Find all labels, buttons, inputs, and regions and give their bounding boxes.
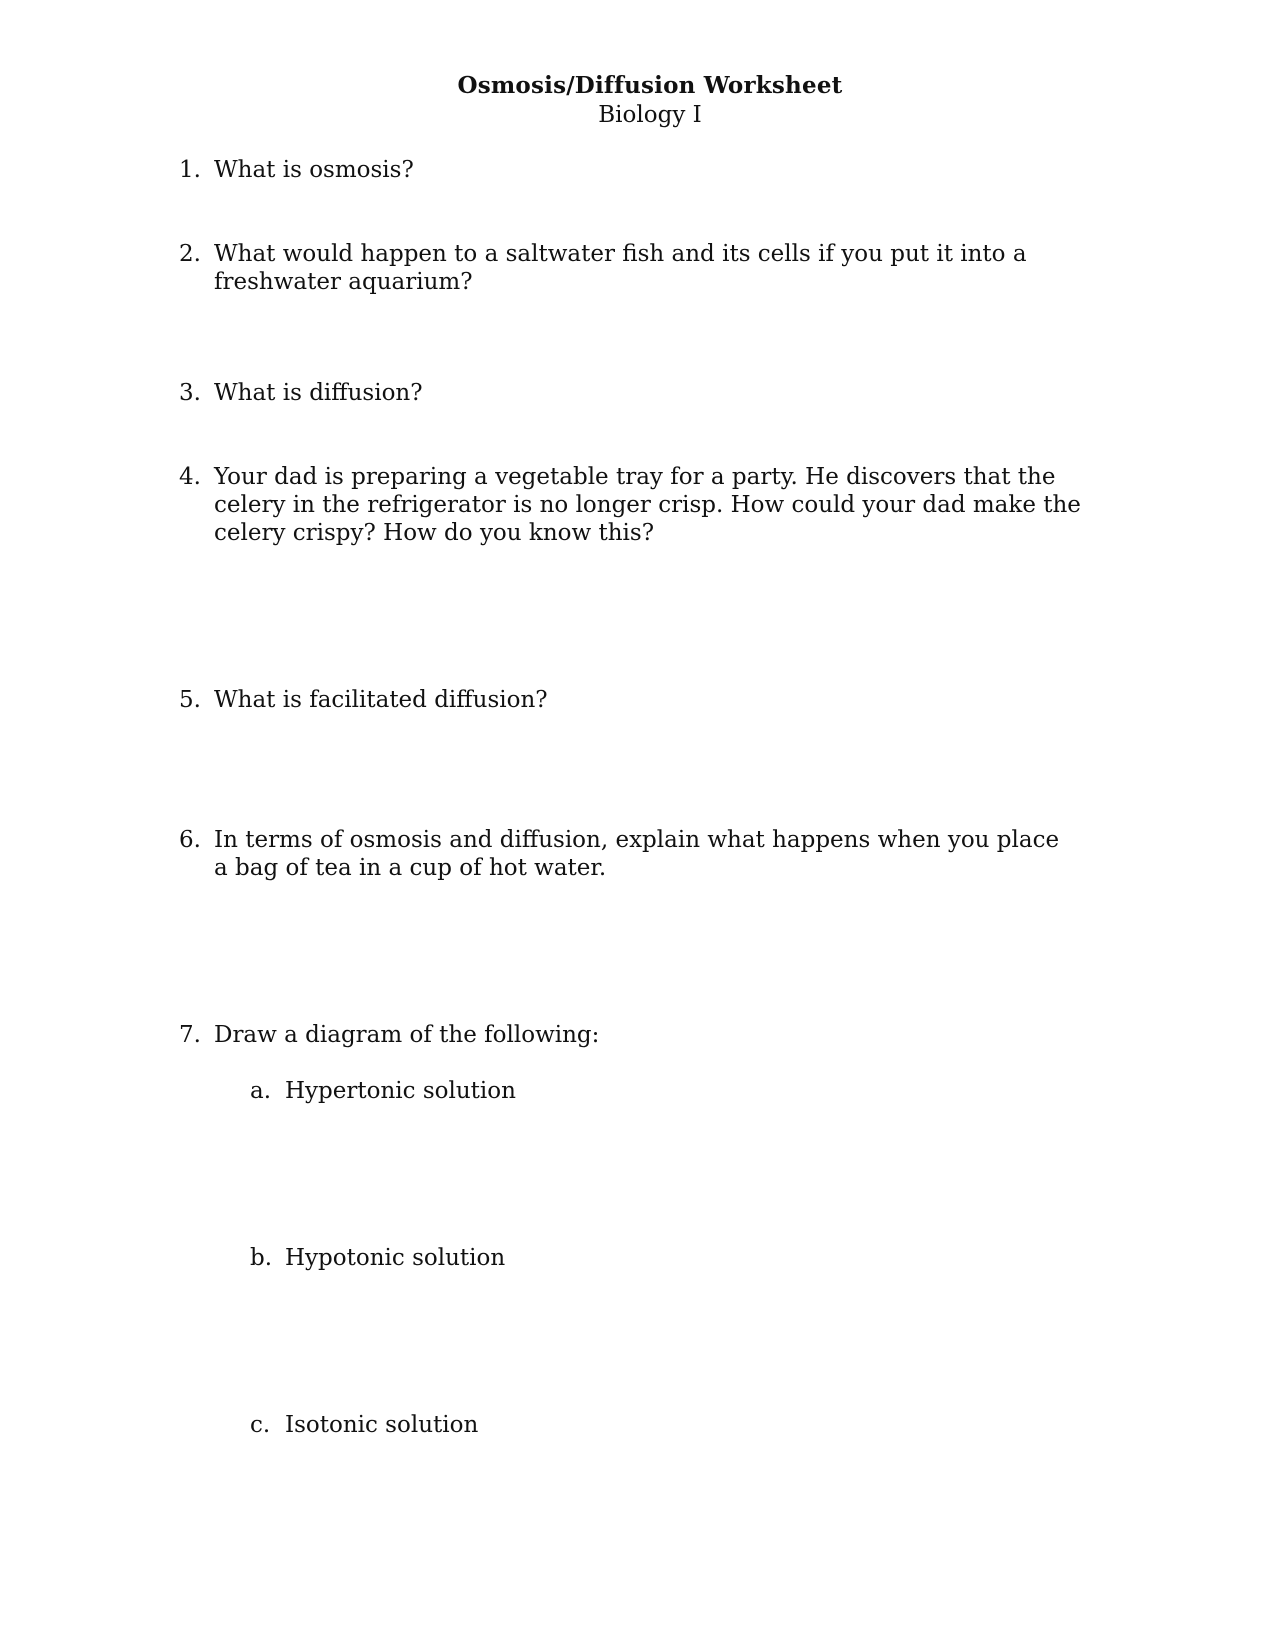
subitem-text: Hypertonic solution — [285, 1078, 516, 1104]
question-4 — [179, 463, 1099, 547]
worksheet-title: Osmosis/Diffusion Worksheet — [457, 72, 843, 99]
subitem-letter: c. — [250, 1412, 271, 1438]
question-6 — [179, 826, 1099, 882]
subitem-text: Hypotonic solution — [285, 1245, 506, 1271]
subitem-text: Isotonic solution — [285, 1412, 479, 1438]
question-1 — [179, 156, 1099, 184]
subitem-a — [250, 1077, 950, 1105]
question-number: 5. — [179, 687, 201, 713]
question-text: What is diffusion? — [214, 380, 423, 406]
question-text: What is osmosis? — [214, 157, 414, 183]
question-number: 7. — [179, 1022, 201, 1048]
question-text: What is facilitated diffusion? — [214, 687, 548, 713]
question-5 — [179, 686, 1099, 714]
subitem-b — [250, 1244, 950, 1272]
question-number: 1. — [179, 157, 201, 183]
question-number: 4. — [179, 464, 201, 490]
question-text: What would happen to a saltwater fish and its cells if you put it into a freshwater aquarium? — [214, 241, 1027, 295]
question-text: Your dad is preparing a vegetable tray for a party. He discovers that the celery in the refrigerator is no longer crisp. How could your dad make the celery crispy? How do you know this? — [214, 464, 1081, 546]
subitem-c — [250, 1411, 950, 1439]
question-3 — [179, 379, 1099, 407]
subitem-letter: b. — [250, 1245, 273, 1271]
question-text: In terms of osmosis and diffusion, explain what happens when you place a bag of tea in a cup of hot water. — [214, 827, 1060, 881]
question-text: Draw a diagram of the following: — [214, 1022, 600, 1048]
question-number: 3. — [179, 380, 201, 406]
question-2 — [179, 240, 1099, 296]
question-number: 2. — [179, 241, 201, 267]
worksheet-subtitle: Biology I — [598, 102, 702, 128]
question-7 — [179, 1021, 1099, 1049]
question-number: 6. — [179, 827, 201, 853]
subitem-letter: a. — [250, 1078, 272, 1104]
